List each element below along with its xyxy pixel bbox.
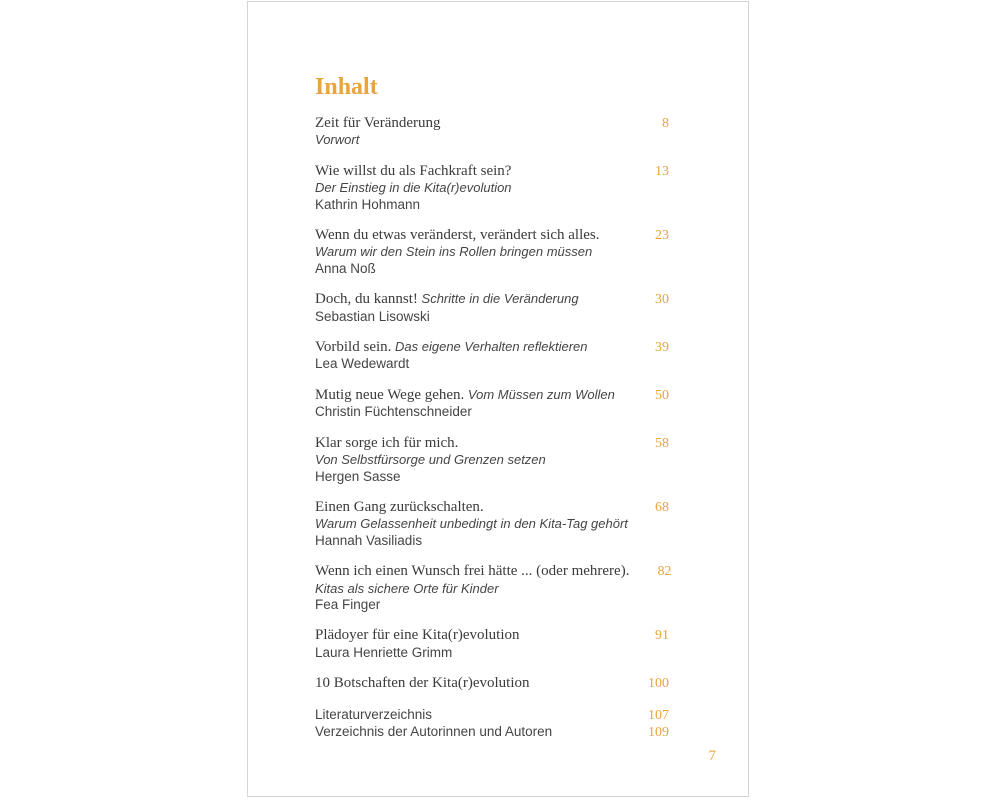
entry-subtitle: Von Selbstfürsorge und Grenzen setzen xyxy=(315,452,546,468)
entry-page-number: 39 xyxy=(655,340,669,356)
toc-entry-list xyxy=(315,115,672,693)
toc-entry xyxy=(315,115,669,149)
entry-subtitle: Der Einstieg in die Kita(r)evolution xyxy=(315,180,512,196)
entry-subtitle: Warum Gelassenheit unbedingt in den Kita-Tag gehört xyxy=(315,516,628,532)
entry-title: Wie willst du als Fachkraft sein? xyxy=(315,162,512,179)
folio-page-number: 7 xyxy=(708,748,716,764)
toc-entry-row xyxy=(315,163,669,180)
entry-page-number: 100 xyxy=(648,676,669,692)
toc-entry xyxy=(315,499,669,549)
entry-page-number: 13 xyxy=(655,163,669,179)
toc-entry xyxy=(315,339,669,373)
entry-page-number: 91 xyxy=(655,628,669,644)
entry-page-number: 68 xyxy=(655,499,669,515)
backmatter-page-number: 107 xyxy=(648,707,669,723)
entry-page-number: 58 xyxy=(655,435,669,451)
entry-page-number: 82 xyxy=(657,564,672,580)
entry-author: Fea Finger xyxy=(315,596,381,612)
entry-author: Lea Wedewardt xyxy=(315,356,410,372)
entry-page-number: 8 xyxy=(662,116,669,131)
toc-entry xyxy=(315,563,672,613)
entry-page-number: 50 xyxy=(655,387,669,403)
backmatter-row xyxy=(315,724,669,741)
toc-entry xyxy=(315,163,669,213)
toc-entry-row xyxy=(315,339,669,356)
entry-title: Wenn ich einen Wunsch frei hätte ... (oder mehrere). xyxy=(315,563,630,580)
toc-entry-row xyxy=(315,563,672,580)
entry-title: Einen Gang zurückschalten. xyxy=(315,498,484,515)
backmatter-page-number: 109 xyxy=(648,724,669,740)
entry-author: Hannah Vasiliadis xyxy=(315,532,423,548)
entry-page-number: 30 xyxy=(655,292,669,308)
backmatter-label: Verzeichnis der Autorinnen und Autoren xyxy=(315,723,553,739)
entry-title: Klar sorge ich für mich. xyxy=(315,434,459,451)
toc-entry-row xyxy=(315,499,669,516)
backmatter-row xyxy=(315,707,669,724)
toc-entry-row xyxy=(315,115,669,132)
entry-title: Vorbild sein. Das eigene Verhalten reflektieren xyxy=(315,339,588,356)
toc-entry-row xyxy=(315,435,669,452)
toc-entry xyxy=(315,227,669,277)
toc-entry xyxy=(315,675,669,692)
backmatter-label: Literaturverzeichnis xyxy=(315,706,433,722)
entry-author: Sebastian Lisowski xyxy=(315,308,430,324)
entry-inline-subtitle: Schritte in die Veränderung xyxy=(417,291,579,307)
entry-author: Hergen Sasse xyxy=(315,468,401,484)
backmatter-list xyxy=(315,707,669,742)
toc-entry xyxy=(315,435,669,485)
entry-title: Mutig neue Wege gehen. Vom Müssen zum Wollen xyxy=(315,386,615,403)
entry-author: Christin Füchtenschneider xyxy=(315,404,472,420)
entry-subtitle: Kitas als sichere Orte für Kinder xyxy=(315,580,499,596)
entry-subtitle: Warum wir den Stein ins Rollen bringen müssen xyxy=(315,244,593,260)
entry-title: Plädoyer für eine Kita(r)evolution xyxy=(315,627,520,644)
toc-entry xyxy=(315,627,669,661)
toc-entry xyxy=(315,291,669,325)
entry-subtitle: Vorwort xyxy=(315,132,360,148)
toc-entry-row xyxy=(315,387,669,404)
entry-title: Wenn du etwas veränderst, verändert sich alles. xyxy=(315,227,600,244)
entry-page-number: 23 xyxy=(655,228,669,244)
entry-title: Zeit für Veränderung xyxy=(315,115,441,131)
entry-inline-subtitle: Das eigene Verhalten reflektieren xyxy=(391,339,588,355)
toc-entry-row xyxy=(315,227,669,244)
toc-entry-row xyxy=(315,675,669,692)
entry-author: Laura Henriette Grimm xyxy=(315,644,453,660)
entry-title: Doch, du kannst! Schritte in die Veränderung xyxy=(315,291,579,308)
entry-title: 10 Botschaften der Kita(r)evolution xyxy=(315,675,530,692)
toc-entry-row xyxy=(315,627,669,644)
toc-entry-row xyxy=(315,291,669,308)
entry-inline-subtitle: Vom Müssen zum Wollen xyxy=(464,386,615,402)
page-title: Inhalt xyxy=(315,74,378,100)
book-page xyxy=(247,1,749,797)
toc-content xyxy=(315,74,672,741)
entry-author: Anna Noß xyxy=(315,260,376,276)
entry-author: Kathrin Hohmann xyxy=(315,196,421,212)
toc-entry xyxy=(315,387,669,421)
